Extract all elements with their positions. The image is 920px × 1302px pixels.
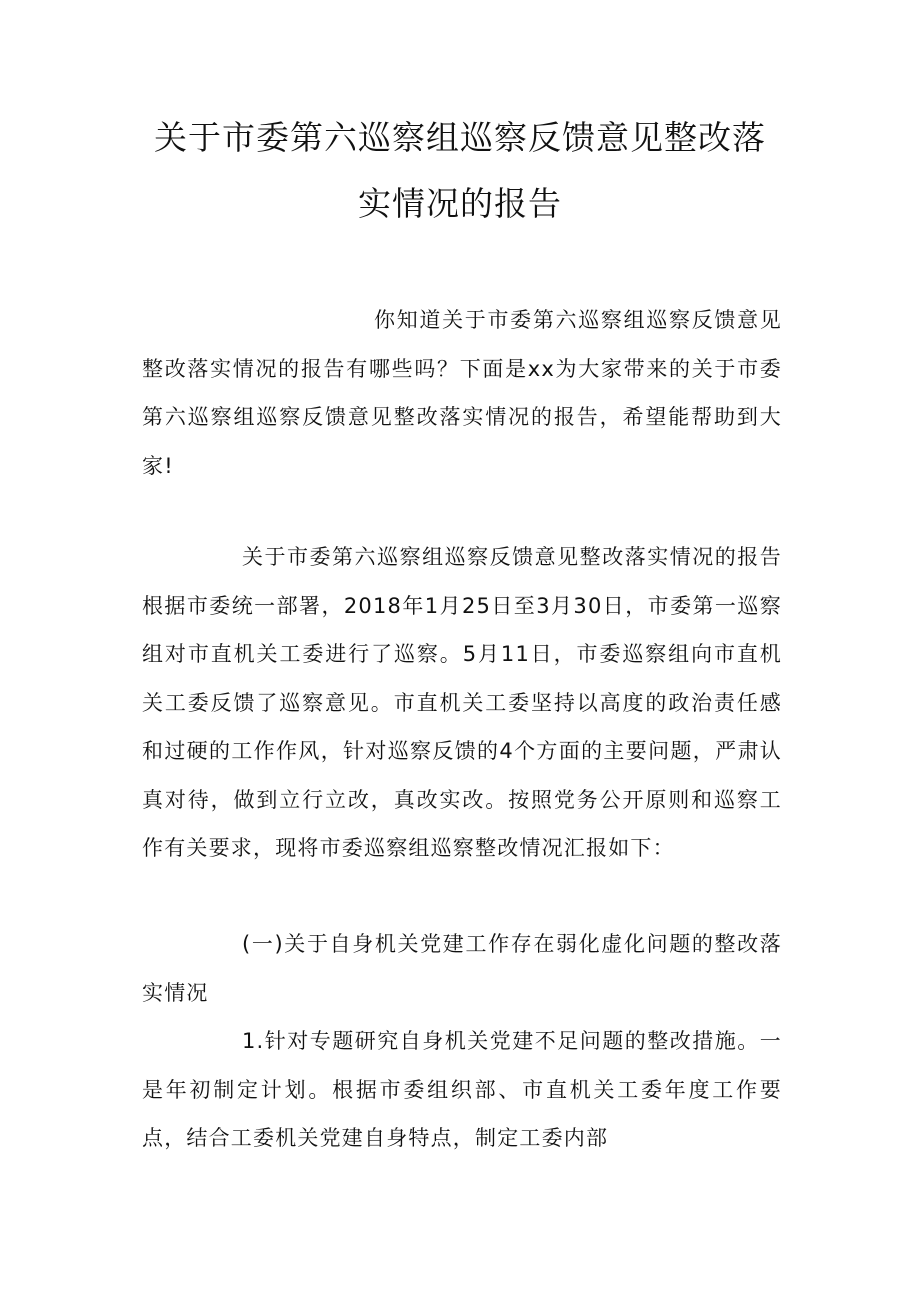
report-paragraph: 关于市委第六巡察组巡察反馈意见整改落实情况的报告 根据市委统一部署，2018年1月25日至3月30日，市委第一巡察组对市直机关工委进行了巡察。5月11日，市委巡察组向市直机关工委反馈了巡察意见。市直机关工委坚持以高度的政治责任感和过硬的工作作风，针对巡察反馈的4个方面的主要问题，严肃认真对待，做到立行立改，真改实改。按照党务公开原则和巡察工作有关要求，现将市委巡察组巡察整改情况汇报如下： [142,545,827,860]
title-line-1: 关于市委第六巡察组巡察反馈意见整改落 [154,118,766,157]
title-line-2: 实情况的报告 [358,184,562,223]
document-title [120,105,800,237]
item-paragraph: 1.针对专题研究自身机关党建不足问题的整改措施。一是年初制定计划。根据市委组织部、市直机关工委年度工作要点，结合工委机关党建自身特点，制定工委内部 [142,1029,782,1150]
section-heading: (一)关于自身机关党建工作存在弱化虚化问题的整改落实情况 [142,932,782,1005]
intro-paragraph: 你知道关于市委第六巡察组巡察反馈意见整改落实情况的报告有哪些吗？下面是xx为大家带来的关于市委第六巡察组巡察反馈意见整改落实情况的报告，希望能帮助到大家! [142,308,782,478]
